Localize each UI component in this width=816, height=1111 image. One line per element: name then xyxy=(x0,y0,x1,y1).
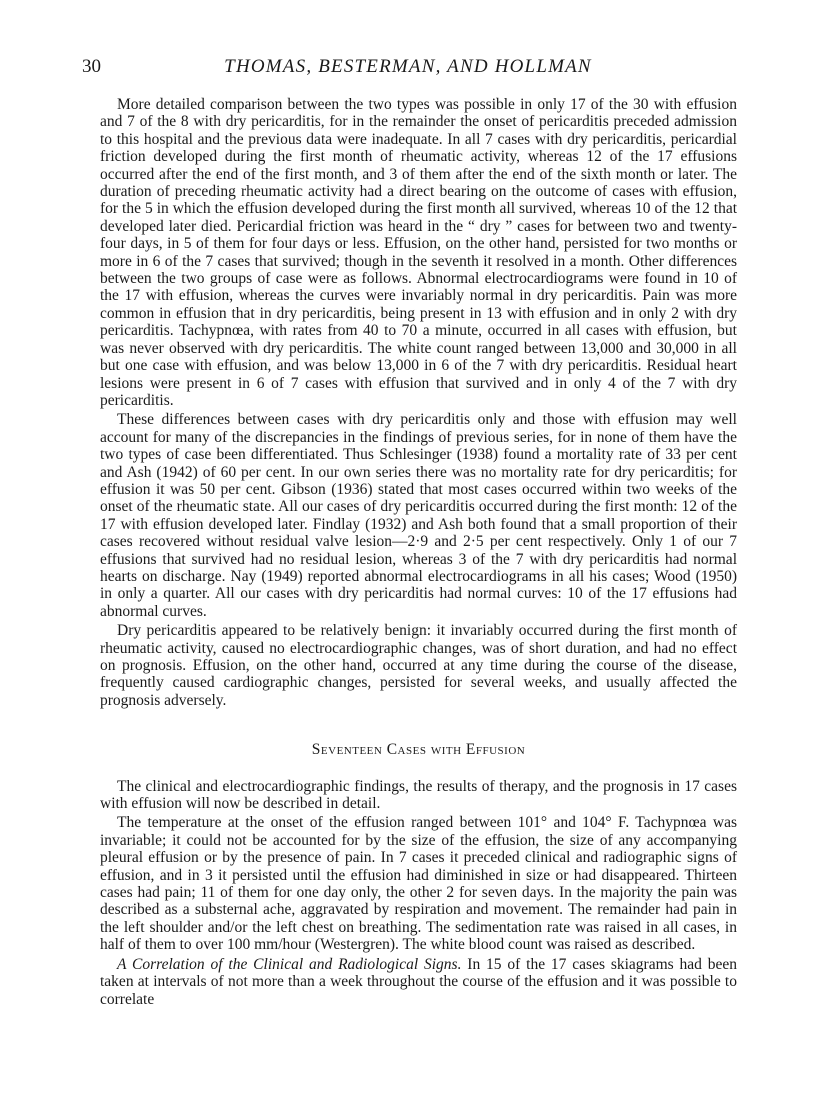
article-body xyxy=(100,96,737,1008)
paragraph-findings-intro: The clinical and electrocardiographic findings, the results of therapy, and the prognosis in 17 cases with effusion will now be described in detail. xyxy=(100,777,737,813)
page-number: 30 xyxy=(82,56,101,77)
subheading-correlation: A Correlation of the Clinical and Radiological Signs. xyxy=(117,955,462,973)
paragraph-correlation-text: In 15 of the 17 cases skiagrams had been taken at intervals of not more than a week throughout the course of the effusion and it was possible to correlate xyxy=(100,955,737,1008)
paragraph-dry-pericarditis-benign: Dry pericarditis appeared to be relatively benign: it invariably occurred during the first month of rheumatic activity, caused no electrocardiographic changes, was of short duration, and had no effect on prognosis. Effusion, on the other hand, occurred at any time during the course of the disease, frequently caused cardiographic changes, persisted for several weeks, and usually affected the prognosis adversely. xyxy=(100,622,737,709)
paragraph-discrepancies: These differences between cases with dry pericarditis only and those with effusion may well account for many of the discrepancies in the findings of previous series, for in none of them have the two types of case been differentiated. Thus Schlesinger (1938) found a mortality rate of 33 per cent and Ash (1942) of 60 per cent. In our own series there was no mortality rate for dry pericarditis; for effusion it was 50 per cent. Gibson (1936) stated that most cases occurred within two weeks of the onset of the rheumatic state. All our cases of dry pericarditis occurred during the first month: 12 of the 17 with effusion developed later. Findlay (1932) and Ash both found that a small proportion of their cases recovered without residual valve lesion—2·9 and 2·5 per cent respectively. Only 1 of our 7 effusions that survived had no residual lesion, whereas 3 of the 7 with dry pericarditis had normal hearts on discharge. Nay (1949) reported abnormal electrocardiograms in all his cases; Wood (1950) in only a quarter. All our cases with dry pericarditis had normal curves: 10 of the 17 effusions had abnormal curves. xyxy=(100,411,737,620)
section-heading: Seventeen Cases with Effusion xyxy=(311,741,526,759)
page-header xyxy=(82,56,734,80)
paragraph-correlation xyxy=(100,956,737,1008)
running-head: THOMAS, BESTERMAN, AND HOLLMAN xyxy=(224,56,592,77)
paragraph-temperature: The temperature at the onset of the effusion ranged between 101° and 104° F. Tachypnœa was invariable; it could not be accounted for by the size of the effusion, the size of any accompanying pleural effusion or by the presence of pain. In 7 cases it preceded clinical and radiographic signs of effusion, and in 3 it persisted until the effusion had diminished in size or had disappeared. Thirteen cases had pain; 11 of them for one day only, the other 2 for seven days. In the majority the pain was described as a substernal ache, aggravated by respiration and movement. The remainder had pain in the left shoulder and/or the left chest on breathing. The sedimentation rate was raised in all cases, in half of them to over 100 mm/hour (Westergren). The white blood count was raised as described. xyxy=(100,814,737,954)
paragraph-comparison: More detailed comparison between the two types was possible in only 17 of the 30 with effusion and 7 of the 8 with dry pericarditis, for in the remainder the onset of pericarditis preceded admission to this hospital and the previous data were inadequate. In all 7 cases with dry pericarditis, pericardial friction developed during the first month of rheumatic activity, whereas 12 of the 17 effusions occurred after the end of the first month, and 3 of them after the end of the sixth month or later. The duration of preceding rheumatic activity had a direct bearing on the outcome of cases with effusion, for the 5 in which the effusion developed during the first month all survived, whereas 10 of the 12 that developed later died. Pericardial friction was heard in the “ dry ” cases for between two and twenty-four days, in 5 of them for four days or less. Effusion, on the other hand, persisted for two months or more in 6 of the 7 cases that survived; though in the seventh it resolved in a month. Other differences between the two groups of case were as follows. Abnormal electrocardiograms were found in 10 of the 17 with effusion, whereas the curves were invariably normal in dry pericarditis. Pain was more common in effusion that in dry pericarditis, being present in 13 with effusion and in only 2 with dry pericarditis. Tachypnœa, with rates from 40 to 70 a minute, occurred in all cases with effusion, but was never observed with dry pericarditis. The white count ranged between 13,000 and 30,000 in all but one case with effusion, and was below 13,000 in 6 of the 7 with dry pericarditis. Residual heart lesions were present in 6 of 7 cases with effusion that survived and in only 4 of the 7 with dry pericarditis. xyxy=(100,96,737,409)
